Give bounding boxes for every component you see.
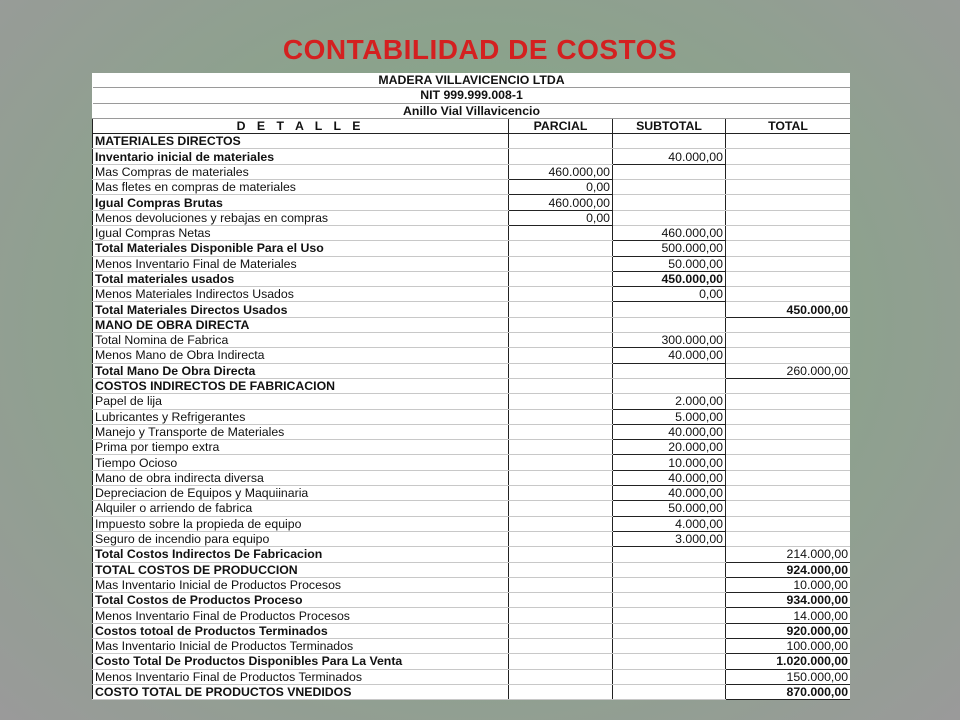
row-total xyxy=(726,164,851,179)
row-label: Mas Compras de materiales xyxy=(93,164,509,179)
row-subtotal: 50.000,00 xyxy=(613,501,726,516)
statement-row xyxy=(93,210,851,225)
row-subtotal xyxy=(613,134,726,149)
row-subtotal xyxy=(613,317,726,332)
statement-row xyxy=(93,287,851,302)
row-parcial: 0,00 xyxy=(509,180,613,195)
statement-row xyxy=(93,378,851,393)
statement-row xyxy=(93,394,851,409)
row-label: Menos Inventario Final de Productos Terminados xyxy=(93,669,509,684)
row-total: 1.020.000,00 xyxy=(726,654,851,669)
company-name: MADERA VILLAVICENCIO LTDA xyxy=(93,73,851,88)
statement-row xyxy=(93,547,851,562)
row-subtotal: 2.000,00 xyxy=(613,394,726,409)
row-subtotal xyxy=(613,638,726,653)
statement-row xyxy=(93,638,851,653)
row-subtotal: 40.000,00 xyxy=(613,348,726,363)
row-total xyxy=(726,424,851,439)
statement-row xyxy=(93,225,851,240)
row-total xyxy=(726,256,851,271)
row-subtotal xyxy=(613,363,726,378)
row-subtotal: 450.000,00 xyxy=(613,271,726,286)
row-subtotal: 300.000,00 xyxy=(613,333,726,348)
row-parcial xyxy=(509,317,613,332)
row-subtotal xyxy=(613,302,726,317)
row-label: Impuesto sobre la propieda de equipo xyxy=(93,516,509,531)
row-parcial xyxy=(509,577,613,592)
row-total: 260.000,00 xyxy=(726,363,851,378)
row-label: TOTAL COSTOS DE PRODUCCION xyxy=(93,562,509,577)
row-total xyxy=(726,287,851,302)
row-total xyxy=(726,378,851,393)
company-nit: NIT 999.999.008-1 xyxy=(93,88,851,103)
statement-body xyxy=(93,73,851,700)
row-subtotal: 40.000,00 xyxy=(613,424,726,439)
row-total xyxy=(726,501,851,516)
row-parcial xyxy=(509,424,613,439)
row-label: Igual Compras Netas xyxy=(93,225,509,240)
row-label: Lubricantes y Refrigerantes xyxy=(93,409,509,424)
row-label: Menos Materiales Indirectos Usados xyxy=(93,287,509,302)
row-subtotal: 3.000,00 xyxy=(613,531,726,546)
statement-row xyxy=(93,440,851,455)
statement-row xyxy=(93,317,851,332)
row-label: Tiempo Ocioso xyxy=(93,455,509,470)
row-label: Mano de obra indirecta diversa xyxy=(93,470,509,485)
statement-row xyxy=(93,562,851,577)
row-parcial xyxy=(509,638,613,653)
statement-row xyxy=(93,531,851,546)
row-label: Total Materiales Directos Usados xyxy=(93,302,509,317)
row-parcial xyxy=(509,134,613,149)
row-subtotal xyxy=(613,547,726,562)
row-parcial xyxy=(509,486,613,501)
row-total xyxy=(726,516,851,531)
row-parcial xyxy=(509,363,613,378)
row-label: Total materiales usados xyxy=(93,271,509,286)
row-total xyxy=(726,134,851,149)
row-total xyxy=(726,225,851,240)
row-subtotal xyxy=(613,669,726,684)
row-parcial xyxy=(509,287,613,302)
row-total xyxy=(726,531,851,546)
row-total xyxy=(726,409,851,424)
row-subtotal: 5.000,00 xyxy=(613,409,726,424)
row-parcial: 460.000,00 xyxy=(509,195,613,210)
statement-row xyxy=(93,256,851,271)
row-parcial xyxy=(509,455,613,470)
row-parcial xyxy=(509,440,613,455)
row-label: MATERIALES DIRECTOS xyxy=(93,134,509,149)
row-total xyxy=(726,271,851,286)
row-parcial xyxy=(509,302,613,317)
row-label: Total Nomina de Fabrica xyxy=(93,333,509,348)
row-subtotal xyxy=(613,623,726,638)
row-label: Papel de lija xyxy=(93,394,509,409)
row-label: Mas Inventario Inicial de Productos Terminados xyxy=(93,638,509,653)
row-label: COSTOS INDIRECTOS DE FABRICACION xyxy=(93,378,509,393)
row-subtotal xyxy=(613,210,726,225)
row-total: 870.000,00 xyxy=(726,684,851,699)
row-parcial xyxy=(509,562,613,577)
row-parcial xyxy=(509,256,613,271)
row-parcial xyxy=(509,547,613,562)
statement-row xyxy=(93,195,851,210)
statement-row xyxy=(93,333,851,348)
row-label: Mas Inventario Inicial de Productos Procesos xyxy=(93,577,509,592)
column-header-total: TOTAL xyxy=(726,118,851,133)
statement-row xyxy=(93,654,851,669)
row-total: 450.000,00 xyxy=(726,302,851,317)
row-subtotal xyxy=(613,608,726,623)
statement-row xyxy=(93,363,851,378)
row-label: COSTO TOTAL DE PRODUCTOS VNEDIDOS xyxy=(93,684,509,699)
row-total xyxy=(726,210,851,225)
row-parcial xyxy=(509,149,613,164)
row-parcial xyxy=(509,409,613,424)
row-total: 10.000,00 xyxy=(726,577,851,592)
row-parcial: 460.000,00 xyxy=(509,164,613,179)
row-label: Menos Inventario Final de Materiales xyxy=(93,256,509,271)
row-parcial xyxy=(509,654,613,669)
company-name-row xyxy=(93,73,851,88)
row-label: MANO DE OBRA DIRECTA xyxy=(93,317,509,332)
statement-row xyxy=(93,149,851,164)
statement-row xyxy=(93,455,851,470)
row-label: Alquiler o arriendo de fabrica xyxy=(93,501,509,516)
statement-row xyxy=(93,623,851,638)
statement-row xyxy=(93,486,851,501)
row-parcial xyxy=(509,348,613,363)
column-header-detalle: D E T A L L E xyxy=(93,118,509,133)
row-parcial xyxy=(509,669,613,684)
row-parcial xyxy=(509,333,613,348)
statement-row xyxy=(93,669,851,684)
company-address-row xyxy=(93,103,851,118)
row-total: 100.000,00 xyxy=(726,638,851,653)
row-subtotal xyxy=(613,164,726,179)
statement-row xyxy=(93,302,851,317)
row-total xyxy=(726,348,851,363)
row-parcial: 0,00 xyxy=(509,210,613,225)
row-parcial xyxy=(509,608,613,623)
row-label: Depreciacion de Equipos y Maquiinaria xyxy=(93,486,509,501)
row-subtotal: 40.000,00 xyxy=(613,470,726,485)
row-parcial xyxy=(509,593,613,608)
row-parcial xyxy=(509,470,613,485)
row-total xyxy=(726,394,851,409)
row-subtotal xyxy=(613,684,726,699)
row-total xyxy=(726,149,851,164)
row-subtotal: 40.000,00 xyxy=(613,486,726,501)
row-subtotal: 0,00 xyxy=(613,287,726,302)
row-parcial xyxy=(509,531,613,546)
statement-row xyxy=(93,164,851,179)
row-total: 934.000,00 xyxy=(726,593,851,608)
row-subtotal: 40.000,00 xyxy=(613,149,726,164)
statement-row xyxy=(93,180,851,195)
row-total xyxy=(726,180,851,195)
row-parcial xyxy=(509,225,613,240)
row-total xyxy=(726,455,851,470)
row-subtotal: 4.000,00 xyxy=(613,516,726,531)
statement-row xyxy=(93,409,851,424)
slide-title: CONTABILIDAD DE COSTOS xyxy=(282,34,678,65)
row-subtotal xyxy=(613,593,726,608)
row-subtotal: 20.000,00 xyxy=(613,440,726,455)
row-label: Menos Mano de Obra Indirecta xyxy=(93,348,509,363)
row-label: Menos Inventario Final de Productos Procesos xyxy=(93,608,509,623)
row-subtotal xyxy=(613,654,726,669)
row-label: Prima por tiempo extra xyxy=(93,440,509,455)
row-subtotal xyxy=(613,180,726,195)
cost-statement-table xyxy=(92,73,850,700)
statement-row xyxy=(93,241,851,256)
row-total xyxy=(726,333,851,348)
statement-row xyxy=(93,348,851,363)
row-parcial xyxy=(509,516,613,531)
row-label: Seguro de incendio para equipo xyxy=(93,531,509,546)
company-nit-row xyxy=(93,88,851,103)
row-total: 924.000,00 xyxy=(726,562,851,577)
row-label: Inventario inicial de materiales xyxy=(93,149,509,164)
row-label: Manejo y Transporte de Materiales xyxy=(93,424,509,439)
company-address: Anillo Vial Villavicencio xyxy=(93,103,851,118)
row-label: Costos totoal de Productos Terminados xyxy=(93,623,509,638)
row-total: 214.000,00 xyxy=(726,547,851,562)
statement-row xyxy=(93,577,851,592)
statement-row xyxy=(93,593,851,608)
column-header-subtotal: SUBTOTAL xyxy=(613,118,726,133)
row-parcial xyxy=(509,378,613,393)
column-header-row xyxy=(93,118,851,133)
row-label: Total Costos de Productos Proceso xyxy=(93,593,509,608)
row-parcial xyxy=(509,271,613,286)
row-total: 150.000,00 xyxy=(726,669,851,684)
row-subtotal xyxy=(613,562,726,577)
row-parcial xyxy=(509,501,613,516)
row-label: Total Materiales Disponible Para el Uso xyxy=(93,241,509,256)
row-parcial xyxy=(509,241,613,256)
row-total xyxy=(726,317,851,332)
row-total xyxy=(726,241,851,256)
row-subtotal: 460.000,00 xyxy=(613,225,726,240)
row-parcial xyxy=(509,623,613,638)
statement-row xyxy=(93,134,851,149)
row-parcial xyxy=(509,394,613,409)
row-label: Mas fletes en compras de materiales xyxy=(93,180,509,195)
row-total xyxy=(726,486,851,501)
row-label: Igual Compras Brutas xyxy=(93,195,509,210)
row-label: Total Mano De Obra Directa xyxy=(93,363,509,378)
row-total: 920.000,00 xyxy=(726,623,851,638)
row-subtotal xyxy=(613,195,726,210)
row-total xyxy=(726,440,851,455)
row-total: 14.000,00 xyxy=(726,608,851,623)
row-parcial xyxy=(509,684,613,699)
row-subtotal: 50.000,00 xyxy=(613,256,726,271)
statement-row xyxy=(93,501,851,516)
row-subtotal: 500.000,00 xyxy=(613,241,726,256)
statement-row xyxy=(93,608,851,623)
row-subtotal xyxy=(613,378,726,393)
row-total xyxy=(726,470,851,485)
row-label: Costo Total De Productos Disponibles Para La Venta xyxy=(93,654,509,669)
cost-statement-sheet xyxy=(92,73,850,700)
statement-row xyxy=(93,684,851,699)
statement-row xyxy=(93,271,851,286)
statement-row xyxy=(93,516,851,531)
statement-row xyxy=(93,470,851,485)
row-subtotal: 10.000,00 xyxy=(613,455,726,470)
row-total xyxy=(726,195,851,210)
column-header-parcial: PARCIAL xyxy=(509,118,613,133)
statement-row xyxy=(93,424,851,439)
row-label: Menos devoluciones y rebajas en compras xyxy=(93,210,509,225)
row-subtotal xyxy=(613,577,726,592)
row-label: Total Costos Indirectos De Fabricacion xyxy=(93,547,509,562)
